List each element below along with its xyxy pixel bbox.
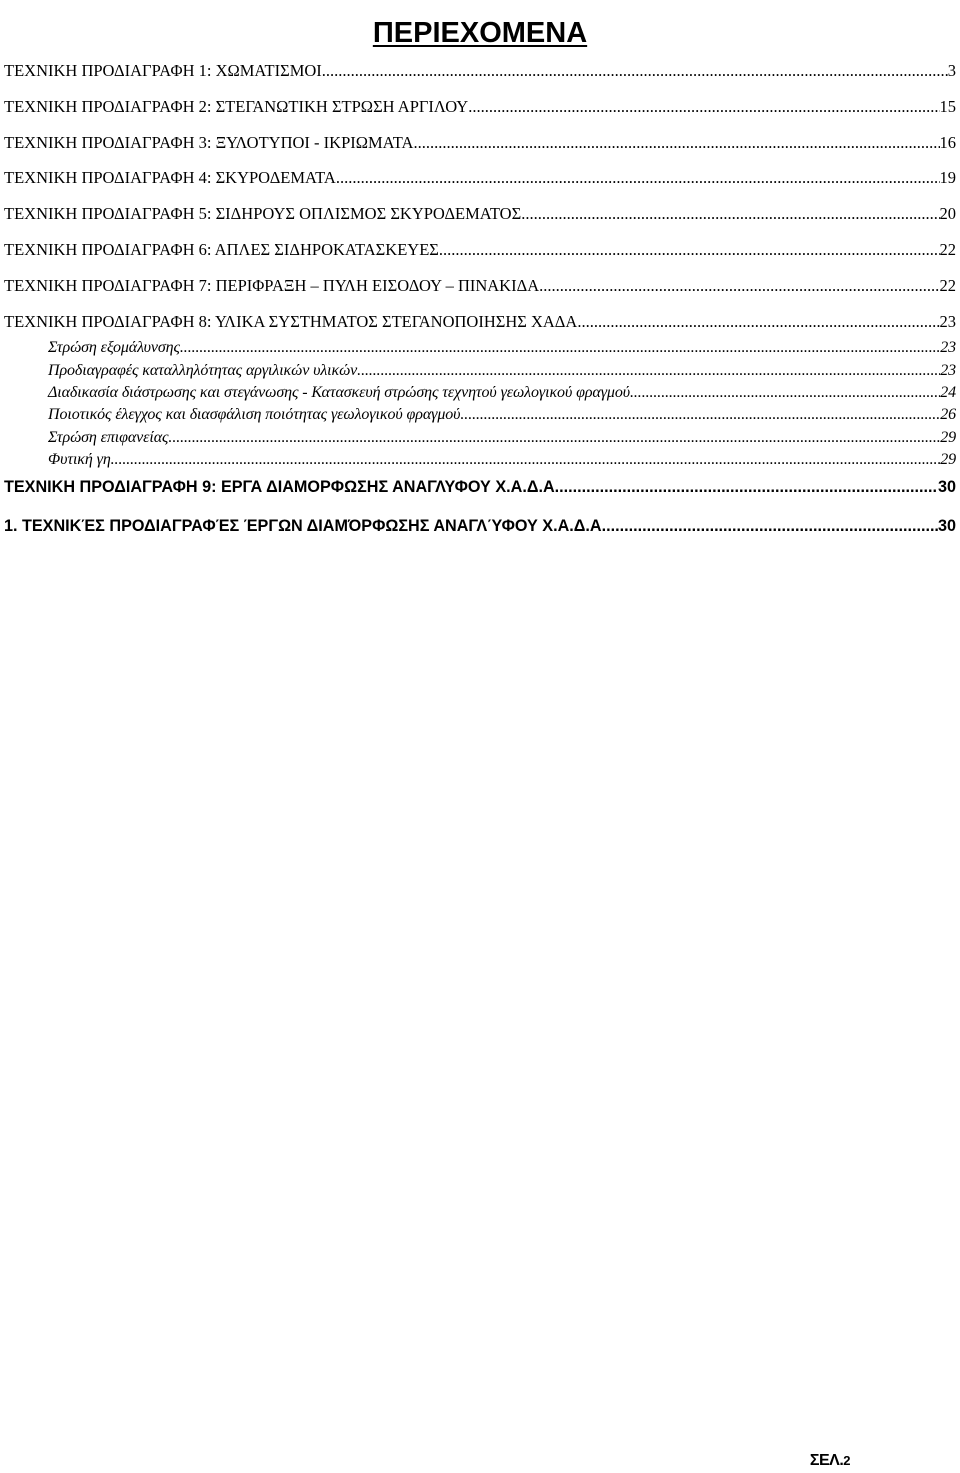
toc-subentry[interactable]: [4, 404, 956, 426]
toc-leader-dots: [559, 474, 938, 500]
page-number-footer: [810, 1452, 850, 1470]
toc-subentry-label: Φυτική γη: [48, 450, 111, 468]
toc-entry-page: 20: [939, 204, 956, 224]
toc-entry[interactable]: [4, 273, 956, 309]
toc-leader-dots: [322, 58, 948, 84]
toc-entry-label: ΤΕΧΝΙΚΗ ΠΡΟΔΙΑΓΡΑΦΗ 8: ΥΛΙΚΑ ΣΥΣΤΗΜΑΤΟΣ ΣΤΕΓΑΝΟΠΟΙΗΣΗΣ ΧΑΔΑ: [4, 311, 578, 331]
toc-leader-dots: [468, 94, 939, 120]
toc-entry-page: 23: [939, 311, 956, 331]
table-of-contents: [4, 58, 956, 549]
toc-entry-page: 30: [937, 478, 956, 497]
toc-leader-dots: [357, 360, 940, 382]
toc-subentry[interactable]: [4, 449, 956, 471]
toc-leader-dots: [539, 273, 939, 299]
toc-entry-page: 30: [937, 516, 956, 535]
toc-entry[interactable]: [4, 130, 956, 166]
toc-entry-label: ΤΕΧΝΙΚΗ ΠΡΟΔΙΑΓΡΑΦΗ 9: ΕΡΓΑ ΔΙΑΜΟΡΦΩΣΗΣ ΑΝΑΓΛΥΦΟΥ Χ.Α.Δ.Α.: [4, 478, 560, 497]
toc-subentry-page: 29: [940, 450, 956, 468]
toc-subentry[interactable]: [4, 360, 956, 382]
toc-subentry[interactable]: [4, 337, 956, 359]
toc-subentry-page: 26: [940, 406, 956, 424]
toc-entry-page: 19: [939, 168, 956, 188]
toc-entry-page: 3: [947, 61, 956, 80]
toc-subentry[interactable]: [4, 382, 956, 404]
toc-leader-dots: [460, 404, 940, 426]
toc-subentry-page: 24: [940, 383, 956, 401]
toc-leader-dots: [521, 201, 939, 227]
toc-entry-page: 22: [939, 239, 956, 259]
toc-subentry[interactable]: [4, 427, 956, 449]
toc-entry-label: ΤΕΧΝΙΚΗ ΠΡΟΔΙΑΓΡΑΦΗ 7: ΠΕΡΙΦΡΑΞΗ – ΠΥΛΗ ΕΙΣΟΔΟΥ – ΠΙΝΑΚΙΔΑ: [4, 275, 540, 295]
toc-leader-dots: [577, 309, 939, 335]
toc-entry-label: ΤΕΧΝΙΚΗ ΠΡΟΔΙΑΓΡΑΦΗ 6: ΑΠΛΕΣ ΣΙΔΗΡΟΚΑΤΑΣΚΕΥΕΣ: [4, 239, 439, 259]
toc-entry[interactable]: [4, 474, 956, 510]
page-title: ΠΕΡΙΕΧΟΜΕΝΑ: [372, 17, 588, 50]
toc-entry-page: 15: [939, 96, 956, 116]
toc-entry-label: ΤΕΧΝΙΚΗ ΠΡΟΔΙΑΓΡΑΦΗ 3: ΞΥΛΟΤΥΠΟΙ - ΙΚΡΙΩΜΑΤΑ: [4, 132, 414, 152]
toc-leader-dots: [111, 449, 941, 471]
toc-entry-page: 16: [939, 132, 956, 152]
toc-subentry-page: 23: [940, 361, 956, 379]
toc-entry[interactable]: [4, 58, 956, 94]
toc-entry[interactable]: [4, 165, 956, 201]
toc-entry-label: ΤΕΧΝΙΚΗ ΠΡΟΔΙΑΓΡΑΦΗ 1: ΧΩΜΑΤΙΣΜΟΙ: [4, 61, 322, 80]
toc-subentry-label: Προδιαγραφές καταλληλότητας αργιλικών υλικών: [48, 361, 358, 379]
toc-entry-label: ΤΕΧΝΙΚΗ ΠΡΟΔΙΑΓΡΑΦΗ 4: ΣΚΥΡΟΔΕΜΑΤΑ: [4, 168, 336, 188]
page-number-value: 2: [843, 1453, 850, 1468]
toc-leader-dots: [439, 237, 940, 263]
toc-entry[interactable]: [4, 237, 956, 273]
toc-leader-dots: [606, 513, 938, 539]
toc-leader-dots: [413, 130, 939, 156]
toc-subentry-label: Ποιοτικός έλεγχος και διασφάλιση ποιότητας γεωλογικού φραγμού: [48, 406, 461, 424]
toc-entry[interactable]: [4, 513, 956, 549]
toc-entry-label: ΤΕΧΝΙΚΗ ΠΡΟΔΙΑΓΡΑΦΗ 5: ΣΙΔΗΡΟΥΣ ΟΠΛΙΣΜΟΣ ΣΚΥΡΟΔΕΜΑΤΟΣ: [4, 204, 522, 224]
toc-leader-dots: [180, 337, 940, 359]
toc-entry-label: 1. ΤΕΧΝΙΚΈΣ ΠΡΟΔΙΑΓΡΑΦΈΣ ΈΡΓΩΝ ΔΙΑΜΌΡΦΩΣΗΣ ΑΝΑΓΛΎΦΟΥ Χ.Α.Δ.Α.: [4, 516, 607, 535]
toc-leader-dots: [630, 382, 940, 404]
toc-leader-dots: [336, 165, 940, 191]
toc-entry[interactable]: [4, 94, 956, 130]
toc-leader-dots: [168, 427, 940, 449]
toc-subentry-page: 29: [940, 428, 956, 446]
toc-subentry-label: Στρώση επιφανείας: [48, 428, 169, 446]
page-number-label: ΣΕΛ.: [809, 1452, 844, 1469]
toc-subentry-page: 23: [940, 339, 956, 357]
toc-entry[interactable]: [4, 201, 956, 237]
toc-entry-page: 22: [939, 275, 956, 295]
toc-subentry-label: Διαδικασία διάστρωσης και στεγάνωσης - Κατασκευή στρώσης τεχνητού γεωλογικού φραγμού: [48, 383, 630, 401]
toc-entry-label: ΤΕΧΝΙΚΗ ΠΡΟΔΙΑΓΡΑΦΗ 2: ΣΤΕΓΑΝΩΤΙΚΗ ΣΤΡΩΣΗ ΑΡΓΙΛΟΥ: [4, 96, 469, 116]
toc-subentry-label: Στρώση εξομάλυνσης: [48, 339, 180, 357]
